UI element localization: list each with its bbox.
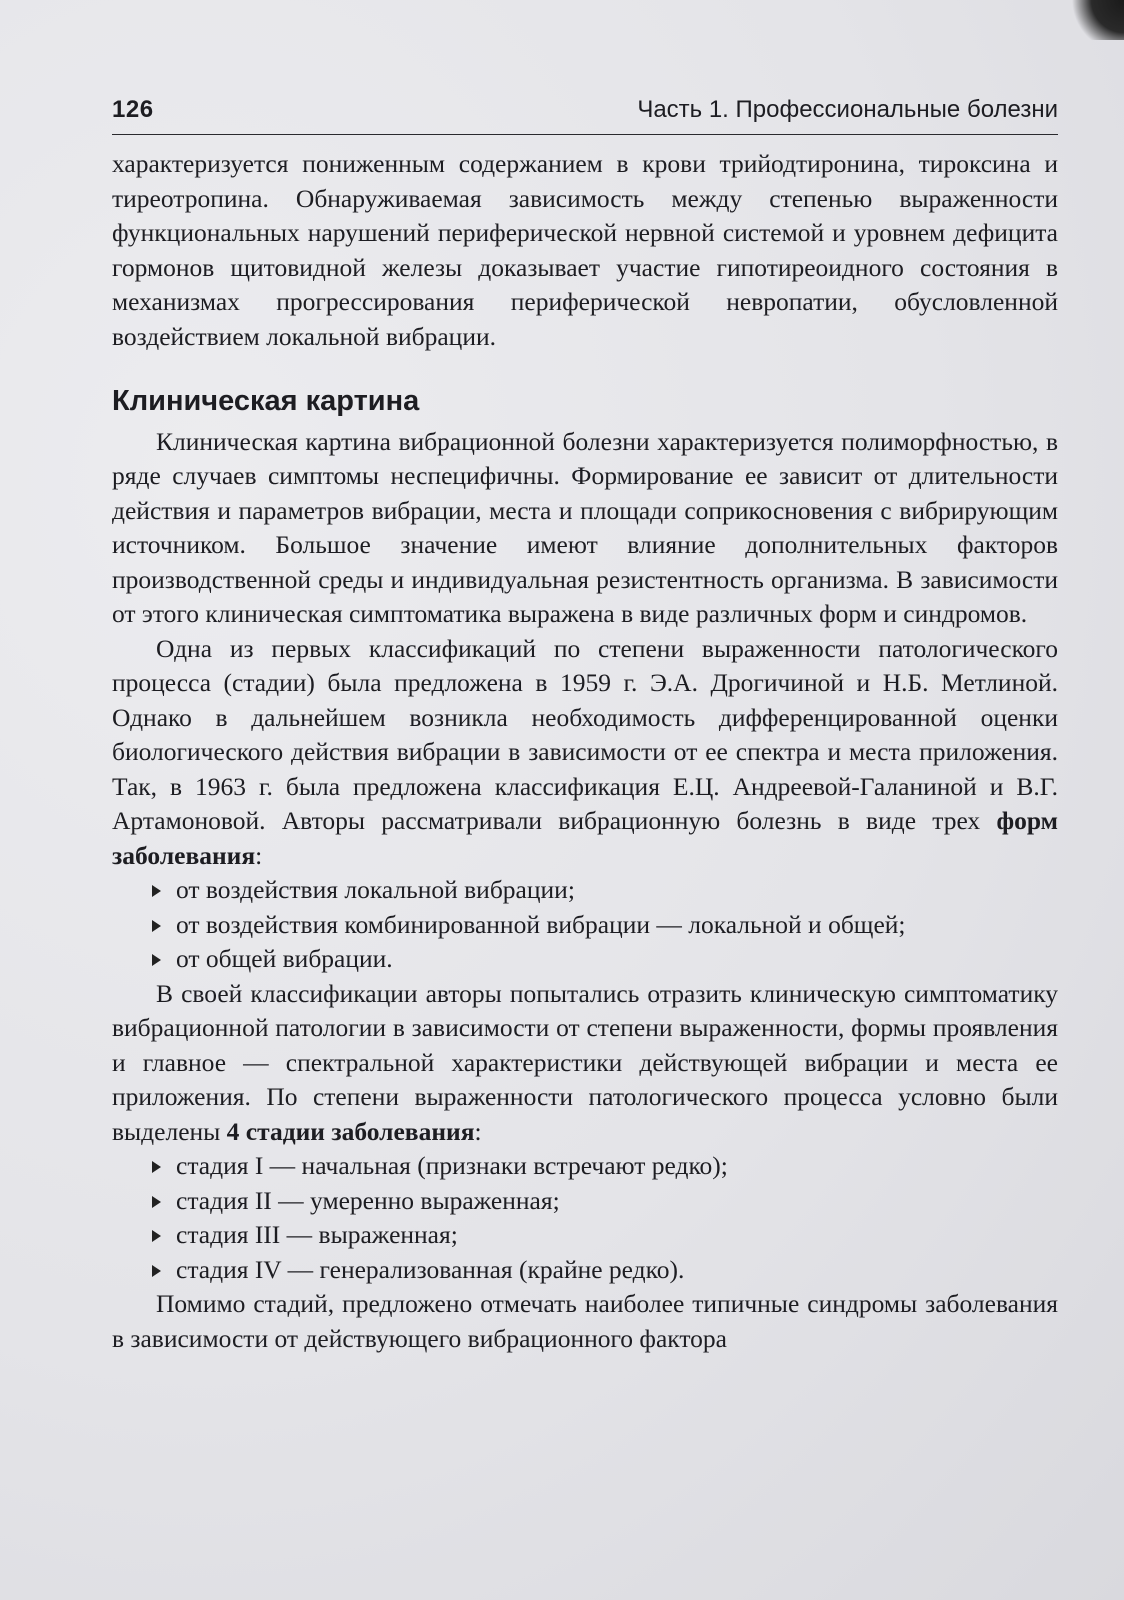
list-item-text: стадия II — умеренно выраженная; — [176, 1185, 560, 1215]
photo-corner-shadow — [1064, 0, 1124, 40]
list-item-text: от общей вибрации. — [176, 944, 393, 973]
forms-list — [112, 873, 1058, 977]
text-run: характеризуется пониженным содержанием в крови трийодтиронина, тироксина и тиреотропина. Обнаруживаемая зависимость между степенью выраженности функциональных нарушений периферической нервной системой и уровнем дефицита гормонов щитовидной железы доказывает участие гипотиреоидного состояния в механизмах прогрессирования периферической невропатии, обусловленной воздействием локальной вибрации. — [112, 149, 1058, 351]
text-run: : — [474, 1116, 482, 1146]
text-run: Помимо стадий, предложено отмечать наиболее типичные синдромы заболевания в зависимости от действующего вибрационного фактора — [112, 1289, 1058, 1353]
bullet-arrow-icon — [152, 1161, 161, 1173]
paragraph-classification-history — [112, 632, 1058, 874]
text-run: : — [255, 840, 263, 870]
list-item — [152, 1218, 1058, 1253]
text-run: Одна из первых классификаций по степени выраженности патологического процесса (стадии) была предложена в 1959 г. Э.А. Дрогичиной и Н.Б. Метлиной. Однако в дальнейшем возникла необходимость дифференцированной оценки биологического действия вибрации в зависимости от ее спектра и места приложения. Так, в 1963 г. была предложена классификация Е.Ц. Андреевой-Галаниной и В.Г. Артамоновой. Авторы рассматривали вибрационную болезнь в виде трех — [112, 633, 1058, 835]
paragraph-clinical-picture — [112, 425, 1058, 632]
paragraph-syndromes — [112, 1287, 1058, 1356]
page-body — [112, 147, 1058, 1356]
list-item — [152, 942, 1058, 977]
text-run: Клиническая картина вибрационной болезни характеризуется полиморфностью, в ряде случаев симптомы неспецифичны. Формирование ее зависит от длительности действия и параметров вибрации, места и площади соприкосновения с вибрирующим источником. Большое значение имеют влияние дополнительных факторов производственной среды и индивидуальная резистентность организма. В зависимости от этого клиническая симптоматика выражена в виде различных форм и синдромов. — [112, 426, 1058, 628]
bullet-arrow-icon — [152, 920, 161, 932]
text-run: В своей классификации авторы попытались отразить клиническую симптоматику вибрационной патологии в зависимости от степени выраженности, формы проявления и главное — спектральной характеристики действующей вибрации и места ее приложения. По степени выраженности патологического процесса условно были выделены — [112, 978, 1058, 1146]
bullet-arrow-icon — [152, 1265, 161, 1277]
stages-list — [112, 1149, 1058, 1287]
bold-term: 4 стадии заболевания — [226, 1116, 475, 1146]
section-heading: Клиническая картина — [112, 385, 420, 417]
list-item — [152, 873, 1058, 908]
list-item-text: стадия I — начальная (признаки встречают редко); — [176, 1151, 728, 1180]
running-header — [112, 96, 1058, 135]
bullet-arrow-icon — [152, 1230, 161, 1242]
list-item — [152, 1149, 1058, 1184]
list-item — [152, 1184, 1058, 1219]
list-item — [152, 908, 1058, 943]
list-item-text: стадия III — выраженная; — [176, 1220, 458, 1249]
list-item-text: от воздействия локальной вибрации; — [176, 875, 575, 904]
page-number: 126 — [112, 96, 154, 123]
intro-paragraph — [112, 147, 1058, 354]
bullet-arrow-icon — [152, 954, 161, 966]
paragraph-stages-intro — [112, 977, 1058, 1150]
list-item-text: от воздействия комбинированной вибрации — локальной и общей; — [176, 909, 906, 939]
list-item — [152, 1253, 1058, 1288]
bold-term: форм заболевания — [112, 806, 1058, 870]
bullet-arrow-icon — [152, 885, 161, 897]
running-head-title: Часть 1. Профессиональные болезни — [637, 96, 1058, 123]
bullet-arrow-icon — [152, 1196, 161, 1208]
list-item-text: стадия IV — генерализованная (крайне редко). — [176, 1254, 685, 1284]
